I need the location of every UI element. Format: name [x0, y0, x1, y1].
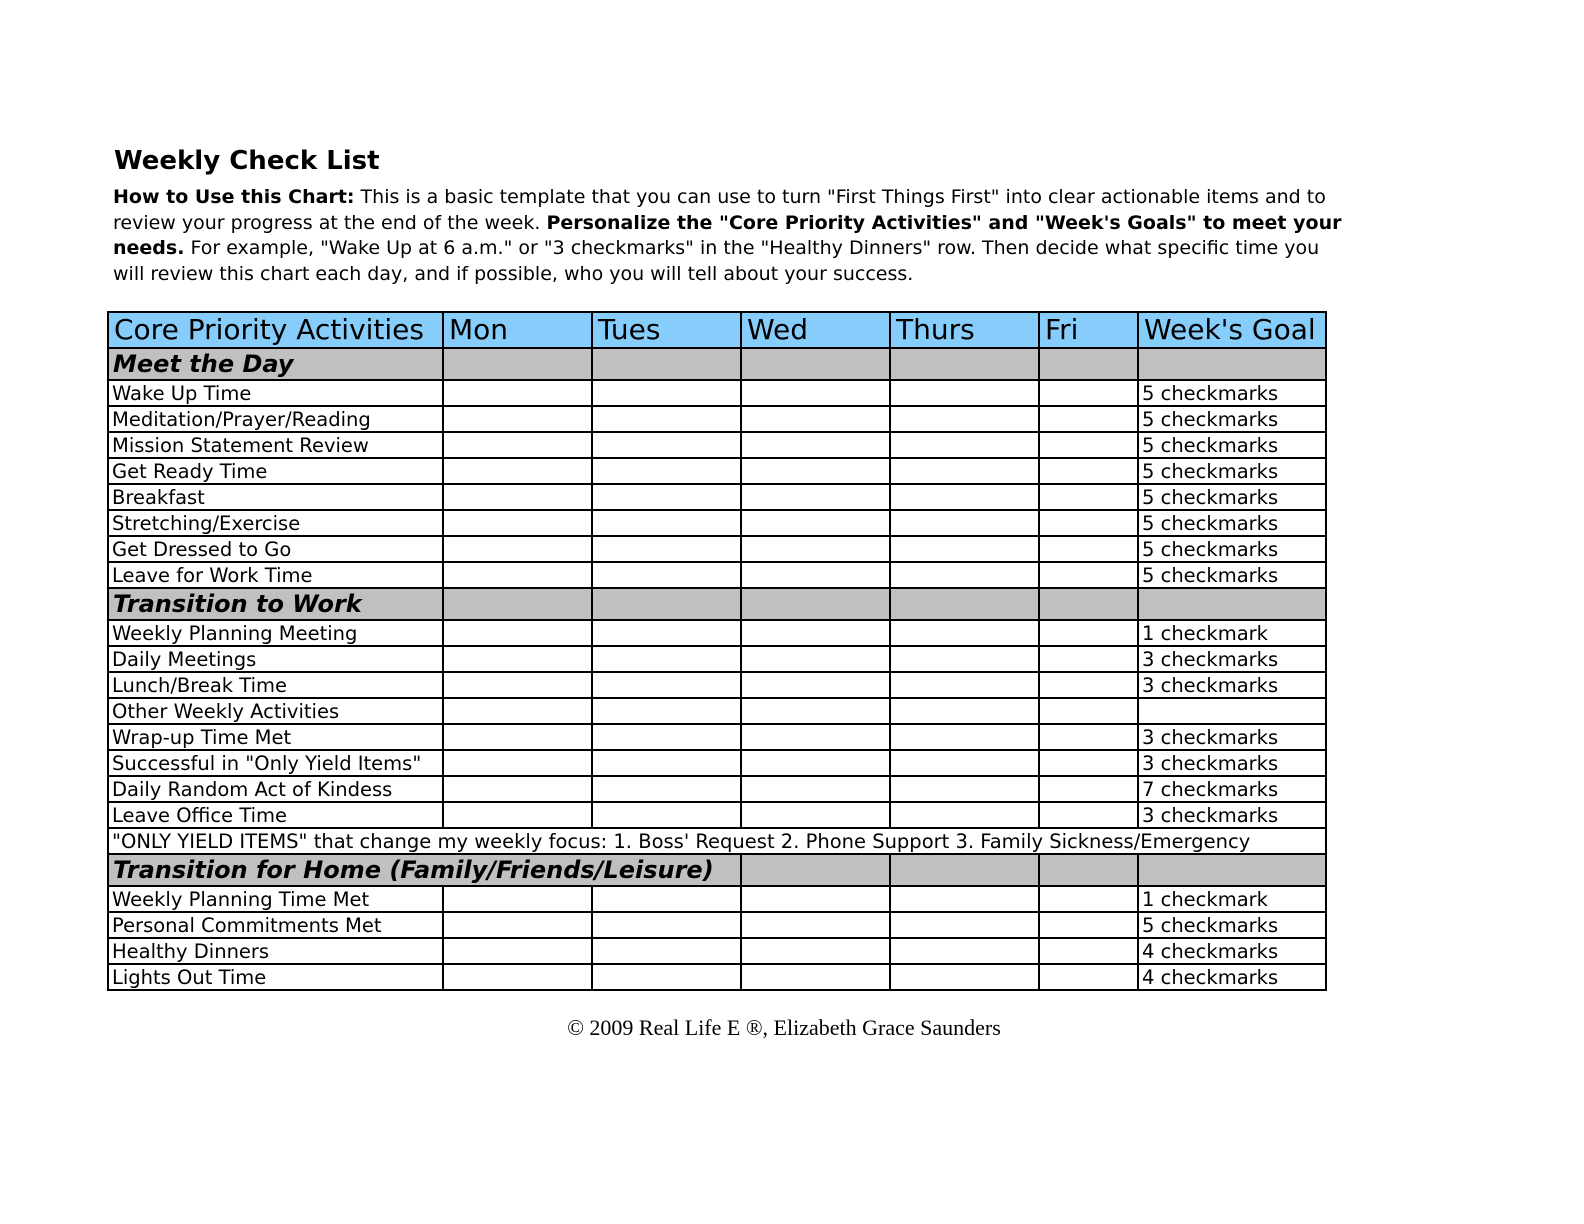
thurs-checkbox-cell[interactable]	[890, 562, 1039, 588]
table-row	[108, 912, 1326, 938]
wed-checkbox-cell[interactable]	[741, 646, 890, 672]
wed-checkbox-cell[interactable]	[741, 562, 890, 588]
tues-checkbox-cell[interactable]	[592, 458, 741, 484]
fri-checkbox-cell[interactable]	[1039, 562, 1138, 588]
thurs-checkbox-cell[interactable]	[890, 646, 1039, 672]
wed-checkbox-cell[interactable]	[741, 912, 890, 938]
tues-checkbox-cell[interactable]	[592, 750, 741, 776]
section-tues-cell	[592, 348, 741, 380]
weeks-goal-cell: 5 checkmarks	[1138, 432, 1326, 458]
table-row	[108, 724, 1326, 750]
section-tues-cell	[592, 588, 741, 620]
mon-checkbox-cell[interactable]	[443, 750, 592, 776]
mon-checkbox-cell[interactable]	[443, 776, 592, 802]
section-fri-cell	[1039, 588, 1138, 620]
thurs-checkbox-cell[interactable]	[890, 510, 1039, 536]
activity-cell: Get Ready Time	[108, 458, 443, 484]
fri-checkbox-cell[interactable]	[1039, 750, 1138, 776]
weeks-goal-cell: 5 checkmarks	[1138, 536, 1326, 562]
weeks-goal-cell: 5 checkmarks	[1138, 484, 1326, 510]
table-row	[108, 406, 1326, 432]
mon-checkbox-cell[interactable]	[443, 562, 592, 588]
thurs-checkbox-cell[interactable]	[890, 380, 1039, 406]
tues-checkbox-cell[interactable]	[592, 406, 741, 432]
activity-cell: Mission Statement Review	[108, 432, 443, 458]
mon-checkbox-cell[interactable]	[443, 646, 592, 672]
section-goal-cell	[1138, 588, 1326, 620]
intro-text-1: This is a basic template that you can use to turn "First Things First" into clear actionable items and to review your progress at the end of the week.	[113, 186, 1326, 234]
section-fri-cell	[1039, 854, 1138, 886]
weeks-goal-cell: 3 checkmarks	[1138, 802, 1326, 828]
intro-paragraph	[113, 185, 1343, 287]
thurs-checkbox-cell[interactable]	[890, 458, 1039, 484]
intro-text-2: For example, "Wake Up at 6 a.m." or "3 checkmarks" in the "Healthy Dinners" row. Then decide what specific time you will review this chart each day, and if possible, who you will tell about your success.	[113, 237, 1320, 285]
note-row	[108, 828, 1326, 854]
weeks-goal-cell: 4 checkmarks	[1138, 964, 1326, 990]
tues-checkbox-cell[interactable]	[592, 510, 741, 536]
thurs-checkbox-cell[interactable]	[890, 912, 1039, 938]
mon-checkbox-cell[interactable]	[443, 458, 592, 484]
wed-checkbox-cell[interactable]	[741, 484, 890, 510]
thurs-checkbox-cell[interactable]	[890, 750, 1039, 776]
intro-bold-2: Personalize the "Core Priority Activities" and "Week's Goals" to meet your needs.	[113, 211, 1342, 259]
section-fri-cell	[1039, 348, 1138, 380]
header-fri: Fri	[1039, 312, 1138, 348]
activity-cell: Daily Random Act of Kindess	[108, 776, 443, 802]
header-thurs: Thurs	[890, 312, 1039, 348]
tues-checkbox-cell[interactable]	[592, 698, 741, 724]
header-mon: Mon	[443, 312, 592, 348]
thurs-checkbox-cell[interactable]	[890, 672, 1039, 698]
table-row	[108, 510, 1326, 536]
section-title: Transition for Home (Family/Friends/Leisure)	[108, 854, 741, 886]
table-row	[108, 672, 1326, 698]
section-goal-cell	[1138, 854, 1326, 886]
activity-cell: Leave Office Time	[108, 802, 443, 828]
section-wed-cell	[741, 348, 890, 380]
mon-checkbox-cell[interactable]	[443, 724, 592, 750]
wed-checkbox-cell[interactable]	[741, 938, 890, 964]
tues-checkbox-cell[interactable]	[592, 620, 741, 646]
activity-cell: Daily Meetings	[108, 646, 443, 672]
thurs-checkbox-cell[interactable]	[890, 536, 1039, 562]
mon-checkbox-cell[interactable]	[443, 432, 592, 458]
tues-checkbox-cell[interactable]	[592, 886, 741, 912]
weeks-goal-cell: 3 checkmarks	[1138, 646, 1326, 672]
table-body	[108, 348, 1326, 990]
weeks-goal-cell: 7 checkmarks	[1138, 776, 1326, 802]
tues-checkbox-cell[interactable]	[592, 724, 741, 750]
table-row	[108, 380, 1326, 406]
section-row	[108, 588, 1326, 620]
table-row	[108, 562, 1326, 588]
wed-checkbox-cell[interactable]	[741, 620, 890, 646]
table-row	[108, 536, 1326, 562]
tues-checkbox-cell[interactable]	[592, 964, 741, 990]
wed-checkbox-cell[interactable]	[741, 802, 890, 828]
section-title: Meet the Day	[108, 348, 443, 380]
tues-checkbox-cell[interactable]	[592, 802, 741, 828]
wed-checkbox-cell[interactable]	[741, 406, 890, 432]
tues-checkbox-cell[interactable]	[592, 672, 741, 698]
tues-checkbox-cell[interactable]	[592, 432, 741, 458]
fri-checkbox-cell[interactable]	[1039, 646, 1138, 672]
activity-cell: Wrap-up Time Met	[108, 724, 443, 750]
table-row	[108, 964, 1326, 990]
table-row	[108, 620, 1326, 646]
table-row	[108, 698, 1326, 724]
table-row	[108, 802, 1326, 828]
activity-cell: Get Dressed to Go	[108, 536, 443, 562]
table-row	[108, 484, 1326, 510]
tues-checkbox-cell[interactable]	[592, 646, 741, 672]
section-row	[108, 854, 1326, 886]
section-mon-cell	[443, 348, 592, 380]
weeks-goal-cell: 5 checkmarks	[1138, 510, 1326, 536]
weeks-goal-cell: 5 checkmarks	[1138, 380, 1326, 406]
activity-cell: Leave for Work Time	[108, 562, 443, 588]
section-thurs-cell	[890, 854, 1039, 886]
table-row	[108, 938, 1326, 964]
thurs-checkbox-cell[interactable]	[890, 698, 1039, 724]
fri-checkbox-cell[interactable]	[1039, 672, 1138, 698]
fri-checkbox-cell[interactable]	[1039, 510, 1138, 536]
fri-checkbox-cell[interactable]	[1039, 380, 1138, 406]
thurs-checkbox-cell[interactable]	[890, 406, 1039, 432]
thurs-checkbox-cell[interactable]	[890, 776, 1039, 802]
weeks-goal-cell: 4 checkmarks	[1138, 938, 1326, 964]
mon-checkbox-cell[interactable]	[443, 964, 592, 990]
fri-checkbox-cell[interactable]	[1039, 802, 1138, 828]
activity-cell: Healthy Dinners	[108, 938, 443, 964]
tues-checkbox-cell[interactable]	[592, 912, 741, 938]
wed-checkbox-cell[interactable]	[741, 458, 890, 484]
activity-cell: Wake Up Time	[108, 380, 443, 406]
mon-checkbox-cell[interactable]	[443, 510, 592, 536]
weeks-goal-cell: 3 checkmarks	[1138, 750, 1326, 776]
thurs-checkbox-cell[interactable]	[890, 886, 1039, 912]
activity-cell: Weekly Planning Meeting	[108, 620, 443, 646]
activity-cell: Weekly Planning Time Met	[108, 886, 443, 912]
mon-checkbox-cell[interactable]	[443, 938, 592, 964]
section-wed-cell	[741, 588, 890, 620]
fri-checkbox-cell[interactable]	[1039, 886, 1138, 912]
intro-lead: How to Use this Chart:	[113, 186, 355, 208]
activity-cell: Lunch/Break Time	[108, 672, 443, 698]
copyright-footer: © 2009 Real Life E ®, Elizabeth Grace Saunders	[567, 1015, 1001, 1040]
activity-cell: Successful in "Only Yield Items"	[108, 750, 443, 776]
weeks-goal-cell: 3 checkmarks	[1138, 672, 1326, 698]
activity-cell: Stretching/Exercise	[108, 510, 443, 536]
activity-cell: Other Weekly Activities	[108, 698, 443, 724]
table-row	[108, 886, 1326, 912]
fri-checkbox-cell[interactable]	[1039, 698, 1138, 724]
fri-checkbox-cell[interactable]	[1039, 912, 1138, 938]
table-row	[108, 432, 1326, 458]
fri-checkbox-cell[interactable]	[1039, 724, 1138, 750]
table-row	[108, 776, 1326, 802]
thurs-checkbox-cell[interactable]	[890, 802, 1039, 828]
fri-checkbox-cell[interactable]	[1039, 938, 1138, 964]
activity-cell: Breakfast	[108, 484, 443, 510]
fri-checkbox-cell[interactable]	[1039, 776, 1138, 802]
thurs-checkbox-cell[interactable]	[890, 938, 1039, 964]
mon-checkbox-cell[interactable]	[443, 698, 592, 724]
tues-checkbox-cell[interactable]	[592, 380, 741, 406]
mon-checkbox-cell[interactable]	[443, 912, 592, 938]
wed-checkbox-cell[interactable]	[741, 510, 890, 536]
weeks-goal-cell: 5 checkmarks	[1138, 406, 1326, 432]
header-weeks-goal: Week's Goal	[1138, 312, 1326, 348]
weeks-goal-cell: 5 checkmarks	[1138, 562, 1326, 588]
fri-checkbox-cell[interactable]	[1039, 964, 1138, 990]
page-title: Weekly Check List	[114, 146, 380, 176]
tues-checkbox-cell[interactable]	[592, 776, 741, 802]
weeks-goal-cell: 3 checkmarks	[1138, 724, 1326, 750]
section-mon-cell	[443, 588, 592, 620]
tues-checkbox-cell[interactable]	[592, 562, 741, 588]
header-row	[108, 312, 1326, 348]
wed-checkbox-cell[interactable]	[741, 380, 890, 406]
mon-checkbox-cell[interactable]	[443, 536, 592, 562]
header-activities: Core Priority Activities	[108, 312, 443, 348]
section-thurs-cell	[890, 348, 1039, 380]
wed-checkbox-cell[interactable]	[741, 750, 890, 776]
table-row	[108, 458, 1326, 484]
section-goal-cell	[1138, 348, 1326, 380]
wed-checkbox-cell[interactable]	[741, 776, 890, 802]
table-row	[108, 750, 1326, 776]
mon-checkbox-cell[interactable]	[443, 620, 592, 646]
mon-checkbox-cell[interactable]	[443, 380, 592, 406]
wed-checkbox-cell[interactable]	[741, 964, 890, 990]
activity-cell: Lights Out Time	[108, 964, 443, 990]
weeks-goal-cell	[1138, 698, 1326, 724]
fri-checkbox-cell[interactable]	[1039, 458, 1138, 484]
wed-checkbox-cell[interactable]	[741, 886, 890, 912]
fri-checkbox-cell[interactable]	[1039, 484, 1138, 510]
weeks-goal-cell: 5 checkmarks	[1138, 458, 1326, 484]
fri-checkbox-cell[interactable]	[1039, 406, 1138, 432]
header-tues: Tues	[592, 312, 741, 348]
fri-checkbox-cell[interactable]	[1039, 536, 1138, 562]
section-row	[108, 348, 1326, 380]
weeks-goal-cell: 5 checkmarks	[1138, 912, 1326, 938]
weekly-checklist-table	[107, 311, 1327, 991]
thurs-checkbox-cell[interactable]	[890, 724, 1039, 750]
wed-checkbox-cell[interactable]	[741, 672, 890, 698]
wed-checkbox-cell[interactable]	[741, 724, 890, 750]
wed-checkbox-cell[interactable]	[741, 432, 890, 458]
mon-checkbox-cell[interactable]	[443, 802, 592, 828]
section-title: Transition to Work	[108, 588, 443, 620]
thurs-checkbox-cell[interactable]	[890, 620, 1039, 646]
mon-checkbox-cell[interactable]	[443, 672, 592, 698]
section-thurs-cell	[890, 588, 1039, 620]
fri-checkbox-cell[interactable]	[1039, 432, 1138, 458]
weeks-goal-cell: 1 checkmark	[1138, 886, 1326, 912]
thurs-checkbox-cell[interactable]	[890, 964, 1039, 990]
tues-checkbox-cell[interactable]	[592, 484, 741, 510]
mon-checkbox-cell[interactable]	[443, 406, 592, 432]
table-row	[108, 646, 1326, 672]
activity-cell: Meditation/Prayer/Reading	[108, 406, 443, 432]
activity-cell: Personal Commitments Met	[108, 912, 443, 938]
tues-checkbox-cell[interactable]	[592, 938, 741, 964]
wed-checkbox-cell[interactable]	[741, 698, 890, 724]
weeks-goal-cell: 1 checkmark	[1138, 620, 1326, 646]
wed-checkbox-cell[interactable]	[741, 536, 890, 562]
mon-checkbox-cell[interactable]	[443, 886, 592, 912]
fri-checkbox-cell[interactable]	[1039, 620, 1138, 646]
section-wed-cell	[741, 854, 890, 886]
thurs-checkbox-cell[interactable]	[890, 432, 1039, 458]
only-yield-items-note: "ONLY YIELD ITEMS" that change my weekly focus: 1. Boss' Request 2. Phone Support 3. Family Sickness/Emergency	[108, 828, 1326, 854]
mon-checkbox-cell[interactable]	[443, 484, 592, 510]
header-wed: Wed	[741, 312, 890, 348]
tues-checkbox-cell[interactable]	[592, 536, 741, 562]
thurs-checkbox-cell[interactable]	[890, 484, 1039, 510]
